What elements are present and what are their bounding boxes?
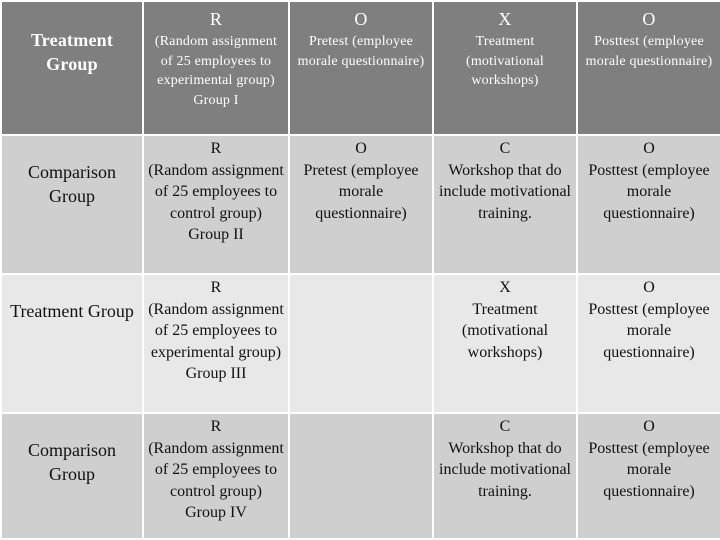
header-row: [2, 2, 720, 134]
design-cell: [578, 275, 720, 412]
design-description: Posttest (employee morale questionnaire): [588, 161, 710, 222]
design-cell: [434, 414, 576, 538]
design-description: Posttest (employee morale questionnaire): [588, 300, 710, 361]
design-cell: [290, 136, 432, 273]
design-description: Pretest (employee morale questionnaire): [297, 34, 425, 69]
design-cell: [144, 414, 288, 538]
design-symbol: O: [642, 9, 656, 29]
design-cell: [434, 2, 576, 134]
design-symbol: O: [643, 140, 655, 157]
design-description: Workshop that do include motivational training.: [439, 439, 571, 500]
design-symbol: R: [209, 9, 223, 29]
design-symbol: C: [499, 418, 511, 435]
design-cell: [578, 414, 720, 538]
design-description: Workshop that do include motivational training.: [439, 161, 571, 222]
design-cell: [144, 2, 288, 134]
group-label: Comparison Group: [2, 136, 142, 273]
design-symbol: O: [355, 140, 367, 157]
design-description: (Random assignment of 25 employees to experimental group) Group I: [154, 34, 278, 108]
design-description: Posttest (employee morale questionnaire): [588, 439, 710, 500]
design-cell: [434, 275, 576, 412]
design-cell-empty: [290, 414, 432, 538]
design-symbol: C: [499, 140, 511, 157]
design-cell: [144, 136, 288, 273]
design-cell: [578, 2, 720, 134]
design-symbol: O: [643, 418, 655, 435]
design-symbol: O: [643, 279, 655, 296]
group-label: Comparison Group: [2, 414, 142, 538]
table-row: [2, 275, 720, 412]
design-description: (Random assignment of 25 employees to experimental group) Group III: [148, 300, 284, 382]
design-symbol: O: [354, 9, 368, 29]
group-label: Treatment Group: [2, 275, 142, 412]
design-description: Posttest (employee morale questionnaire): [585, 34, 713, 69]
design-description: (Random assignment of 25 employees to control group) Group IV: [148, 439, 284, 521]
design-description: Pretest (employee morale questionnaire): [303, 161, 419, 222]
design-symbol: R: [210, 279, 222, 296]
table-row: [2, 136, 720, 273]
design-symbol: X: [499, 279, 511, 296]
design-cell: [290, 2, 432, 134]
design-description: Treatment (motivational workshops): [461, 300, 549, 361]
design-cell: [578, 136, 720, 273]
group-label: Treatment Group: [2, 2, 142, 134]
design-symbol: R: [210, 140, 222, 157]
table-row: [2, 414, 720, 538]
design-symbol: X: [498, 9, 512, 29]
design-symbol: R: [210, 418, 222, 435]
design-cell: [144, 275, 288, 412]
design-cell-empty: [290, 275, 432, 412]
design-description: Treatment (motivational workshops): [465, 34, 545, 88]
design-cell: [434, 136, 576, 273]
design-description: (Random assignment of 25 employees to control group) Group II: [148, 161, 284, 243]
